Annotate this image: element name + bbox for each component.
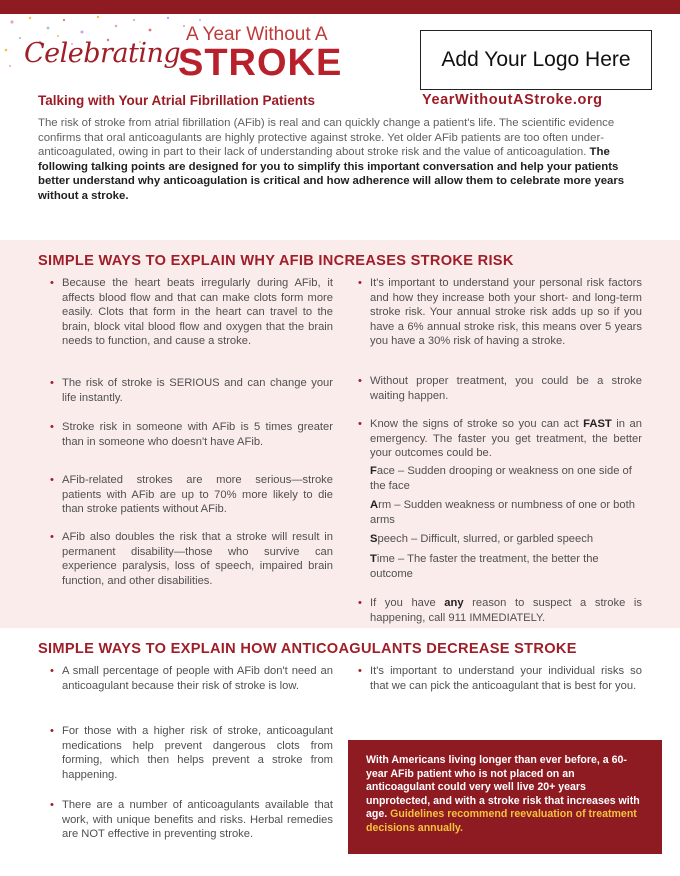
bullet-icon: • — [50, 799, 54, 811]
bullet-icon: • — [50, 665, 54, 677]
fast-speech: Speech – Difficult, slurred, or garbled speech — [370, 533, 594, 545]
logo-placeholder: Add Your Logo Here — [420, 30, 652, 90]
bullet-icon: • — [50, 277, 54, 289]
bullet-icon: • — [50, 421, 54, 433]
list-item: • For those with a higher risk of stroke, anticoagulant medications help prevent dangerous clots from forming, which then helps prevent a stroke from happening. — [50, 725, 333, 781]
celebrating-script: Celebrating — [24, 38, 181, 69]
section2-right-column — [358, 664, 642, 724]
bullet-icon: • — [50, 474, 54, 486]
list-item: • The risk of stroke is SERIOUS and can change your life instantly. — [50, 377, 333, 404]
section1-right-column — [358, 276, 642, 626]
bullet-icon: • — [358, 277, 362, 289]
bullet-icon: • — [358, 418, 362, 430]
bullet-icon: • — [50, 377, 54, 389]
intro-text: The risk of stroke from atrial fibrillation (AFib) is real and can quickly change a patient's life. The scientific evidence confirms that oral anticoagulants are highly protective against stroke. Yet older AFib patients are too often under-anticoagulated, owing in part to their lack of understanding about stroke risk and the value of anticoagulation. — [38, 117, 615, 159]
bullet-icon: • — [50, 531, 54, 543]
callout-highlight: Guidelines recommend reevaluation of treatment decisions annually. — [366, 808, 637, 834]
fast-time: Time – The faster the treatment, the better the outcome — [370, 553, 599, 580]
list-item-fast: • Know the signs of stroke so you can act FAST in an emergency. The faster you get treatment, the better your outcomes could be. — [358, 418, 642, 460]
callout-box — [348, 740, 662, 854]
page-subtitle: Talking with Your Atrial Fibrillation Patients — [38, 93, 316, 108]
bullet-icon: • — [50, 725, 54, 737]
list-item: • AFib also doubles the risk that a stroke will result in permanent disability—those who survive can experience paralysis, loss of speech, impaired brain function, and other disabilities. — [50, 531, 333, 587]
list-item-emergency: • If you have any reason to suspect a stroke is happening, call 911 IMMEDIATELY. — [358, 597, 642, 624]
list-item: • AFib-related strokes are more serious—stroke patients with AFib are up to 70% more likely to die than stroke patients without AFib. — [50, 474, 333, 516]
list-item: • Stroke risk in someone with AFib is 5 times greater than in someone who doesn't have AFib. — [50, 421, 333, 448]
list-item: • Because the heart beats irregularly during AFib, it affects blood flow and that can make clots form more easily. Clots that form in the heart can travel to the brain, block vital blood flow and oxygen that the brain needs to function, and cause a stroke. — [50, 277, 333, 348]
bullet-icon: • — [358, 665, 362, 677]
fast-arm: Arm – Sudden weakness or numbness of one or both arms — [370, 499, 635, 526]
tagline: A Year Without A — [186, 24, 328, 45]
stroke-wordmark: STROKE — [178, 42, 343, 84]
list-item: • It's important to understand your personal risk factors and how they increase both your short- and long-term stroke risk. Your annual stroke risk adds up so if you have a 6% annual stroke risk, this means over 5 years you have a 30% risk of having a stroke. — [358, 277, 642, 348]
section2-left-column — [50, 664, 333, 864]
list-item: • There are a number of anticoagulants available that work, with unique benefits and risks. Herbal remedies are NOT effective in preventing stroke. — [50, 799, 333, 841]
top-bar — [0, 0, 680, 14]
callout-text: With Americans living longer than ever before, a 60-year AFib patient who is not placed on an anticoagulant could very well live 20+ years unprotected, and with a stroke risk that increases with age. — [366, 754, 640, 821]
bullet-icon: • — [358, 597, 362, 609]
section-title-anticoagulants: SIMPLE WAYS TO EXPLAIN HOW ANTICOAGULANTS DECREASE STROKE — [38, 641, 577, 657]
list-item: • It's important to understand your individual risks so that we can pick the anticoagulant that is best for you. — [358, 665, 642, 692]
section-title-afib-risk: SIMPLE WAYS TO EXPLAIN WHY AFIB INCREASES STROKE RISK — [38, 253, 514, 269]
website-link[interactable]: YearWithoutAStroke.org — [422, 92, 603, 108]
intro-paragraph — [38, 116, 644, 204]
fast-face: Face – Sudden drooping or weakness on one side of the face — [370, 465, 632, 492]
list-item: • A small percentage of people with AFib don't need an anticoagulant because their risk of stroke is low. — [50, 665, 333, 692]
list-item: • Without proper treatment, you could be a stroke waiting happen. — [358, 375, 642, 402]
section1-left-column — [50, 276, 333, 616]
bullet-icon: • — [358, 375, 362, 387]
intro-bold-text: The following talking points are designed for you to simplify this important conversation and help your patients better understand why anticoagulation is critical and how adherence will allow them to celebrate more years without a stroke. — [38, 146, 625, 202]
